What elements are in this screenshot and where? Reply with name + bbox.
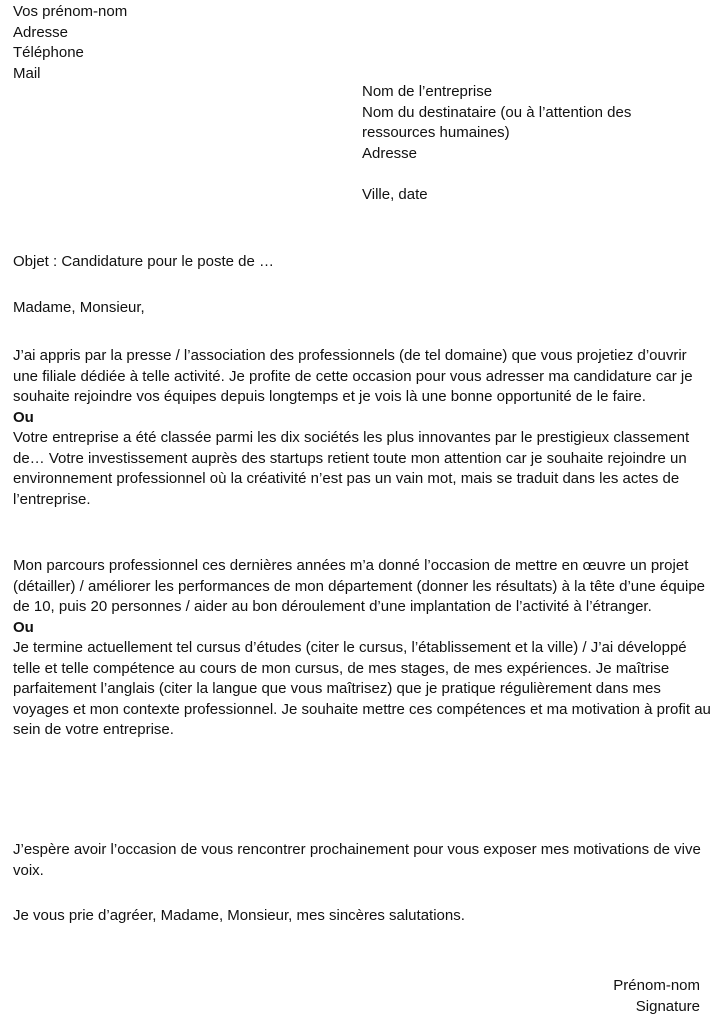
sender-address: Adresse: [13, 23, 69, 41]
sender-phone: Téléphone: [13, 44, 84, 61]
closing-signature: Signature: [635, 997, 700, 1015]
recipient-addressee-line1: Nom du destinataire (ou à l’attention des: [362, 103, 632, 121]
recipient-block: [362, 82, 702, 205]
closing-block: [500, 976, 700, 1017]
recipient-company: Nom de l’entreprise: [362, 83, 493, 100]
sender-mail: Mail: [13, 64, 41, 82]
paragraph-2: [13, 556, 715, 741]
recipient-address: Adresse: [362, 144, 418, 162]
paragraph-2-option-a: Mon parcours professionnel ces dernières années m’a donné l’occasion de mettre en œuvre un projet (détailler) / améliorer les performances de mon département (donner les résultats) à la tête d’une équipe de 10, puis 20 personnes / aider au bon déroulement d’une implantation de l’activité à l’étranger.: [13, 557, 706, 615]
sender-block: [13, 2, 313, 84]
recipient-city-date: Ville, date: [362, 185, 428, 203]
paragraph-1: [13, 346, 715, 510]
paragraph-2-option-b: Je termine actuellement tel cursus d’études (citer le cursus, l’établissement et la ville) / J’ai développé telle et telle compétence au cours de mon cursus, de mes stages, de mes expériences. Je maîtrise parfaitement l’anglais (citer la langue que vous maîtrisez) que je pratique régulièrement dans mes voyages et mon contexte professionnel. Je souhaite mettre ces compétences et ma motivation à profit au sein de votre entreprise.: [13, 639, 711, 738]
paragraph-4: Je vous prie d’agréer, Madame, Monsieur, mes sincères salutations.: [13, 907, 465, 924]
paragraph-2-separator: Ou: [13, 618, 34, 636]
recipient-addressee-line2: ressources humaines): [362, 124, 510, 141]
paragraph-3: J’espère avoir l’occasion de vous rencontrer prochainement pour vous exposer mes motivations de vive voix.: [13, 841, 701, 879]
recipient-spacer: [362, 164, 702, 185]
letter-subject: Objet : Candidature pour le poste de …: [13, 253, 274, 270]
paragraph-1-separator: Ou: [13, 408, 34, 426]
closing-name: Prénom-nom: [613, 977, 700, 994]
sender-name: Vos prénom-nom: [13, 3, 128, 20]
paragraph-1-option-b: Votre entreprise a été classée parmi les dix sociétés les plus innovantes par le prestigieux classement de… Votre investissement auprès des startups retient toute mon attention car je souhaite rejoindre un environnement professionnel où la créativité n’est pas un vain mot, mais se traduit dans les actes de l’entreprise.: [13, 429, 690, 508]
paragraph-1-option-a: J’ai appris par la presse / l’association des professionnels (de tel domaine) que vous projetiez d’ouvrir une filiale dédiée à telle activité. Je profite de cette occasion pour vous adresser ma candidature car je souhaite rejoindre vos équipes depuis longtemps et je vois là une bonne opportunité de le faire.: [13, 347, 693, 405]
letter-salutation: Madame, Monsieur,: [13, 299, 145, 316]
